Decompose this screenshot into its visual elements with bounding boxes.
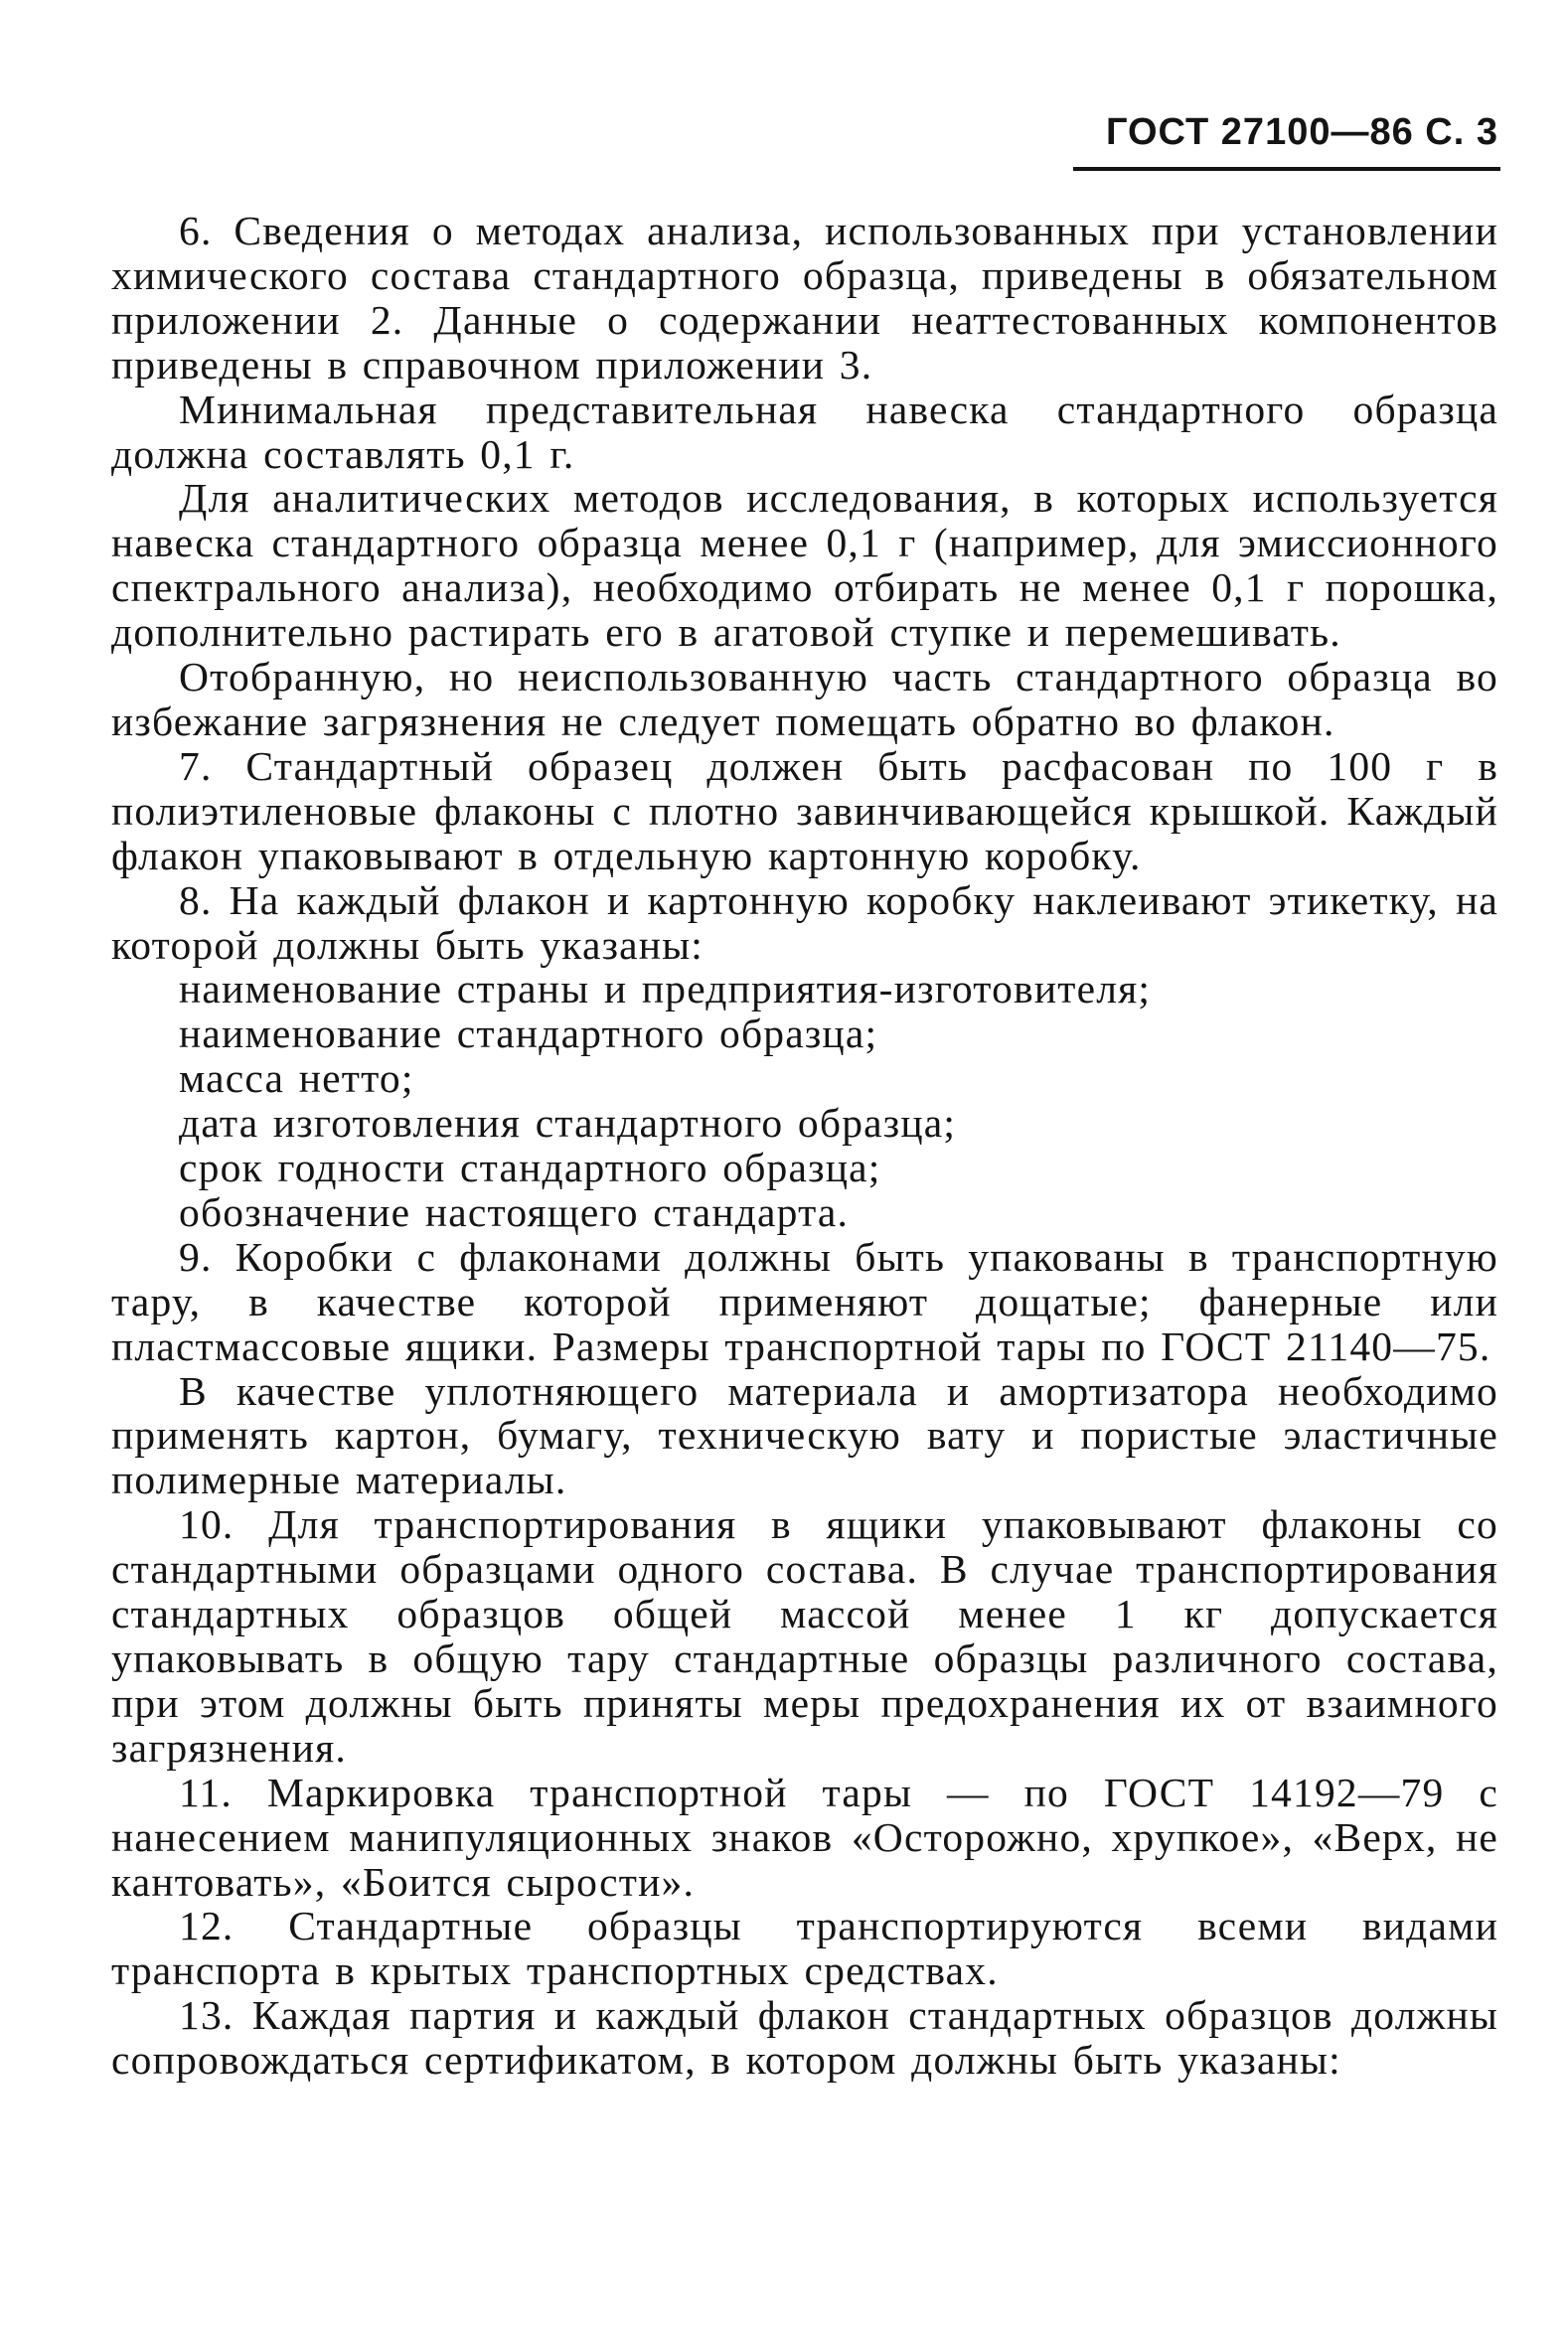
paragraph-7: 7. Стандартный образец должен быть расфасован по 100 г в полиэтиленовые флаконы с плотно завинчивающейся крышкой. Каждый флакон упаковывают в отдельную картонную коробку. bbox=[111, 742, 1498, 878]
list-item: срок годности стандартного образца; bbox=[179, 1145, 881, 1191]
list-item: масса нетто; bbox=[179, 1055, 414, 1102]
running-header: ГОСТ 27100—86 С. 3 bbox=[1105, 111, 1498, 153]
paragraph-10: 10. Для транспортирования в ящики упаковывают флаконы со стандартными образцами одного состава. В случае транспортирования стандартных образцов общей массой менее 1 кг допускается упаковывать в общую тару стандартные образцы различного состава, при этом должны быть приняты меры предохранения их от взаимного загрязнения. bbox=[111, 1501, 1498, 1771]
list-item: обозначение настоящего стандарта. bbox=[179, 1188, 850, 1235]
paragraph-13: 13. Каждая партия и каждый флакон стандартных образцов должны сопровождаться сертификатом, в котором должны быть указаны: bbox=[111, 1992, 1498, 2084]
paragraph-6: 6. Сведения о методах анализа, использованных при установлении химического состава стандартного образца, приведены в обязательном приложении 2. Данные о содержании неаттестованных компонентов приведены в справочном приложении 3. bbox=[111, 208, 1498, 388]
document-body bbox=[111, 209, 1498, 2083]
header-rule bbox=[1073, 167, 1500, 171]
paragraph-12: 12. Стандартные образцы транспортируются всеми видами транспорта в крытых транспортных средствах. bbox=[111, 1903, 1498, 1994]
paragraph-8: 8. На каждый флакон и картонную коробку наклеивают этикетку, на которой должны быть указаны: bbox=[111, 876, 1498, 968]
list-item: наименование страны и предприятия-изготовителя; bbox=[179, 966, 1152, 1012]
paragraph-11: 11. Маркировка транспортной тары — по ГОСТ 14192—79 с нанесением манипуляционных знаков «Осторожно, хрупкое», «Верх, не кантовать», «Боится сырости». bbox=[111, 1769, 1498, 1905]
paragraph-9: 9. Коробки с флаконами должны быть упакованы в транспортную тару, в качестве которой применяют дощатые; фанерные или пластмассовые ящики. Размеры транспортной тары по ГОСТ 21140—75. bbox=[111, 1233, 1498, 1369]
paragraph-unused-portion: Отобранную, но неиспользованную часть стандартного образца во избежание загрязнения не следует помещать обратно во флакон. bbox=[111, 654, 1498, 744]
paragraph-min-sample: Минимальная представительная навеска стандартного образца должна составлять 0,1 г. bbox=[111, 386, 1498, 477]
list-item: наименование стандартного образца; bbox=[179, 1010, 878, 1057]
paragraph-analytical-methods: Для аналитических методов исследования, в которых используется навеска стандартного образца менее 0,1 г (например, для эмиссионного спектрального анализа), необходимо отбирать не менее 0,1 г порошка, дополнительно растирать его в агатовой ступке и перемешивать. bbox=[111, 475, 1498, 656]
paragraph-cushioning: В качестве уплотняющего материала и амортизатора необходимо применять картон, бумагу, техническую вату и пористые эластичные полимерные материалы. bbox=[111, 1367, 1498, 1503]
list-item: дата изготовления стандартного образца; bbox=[179, 1100, 957, 1147]
